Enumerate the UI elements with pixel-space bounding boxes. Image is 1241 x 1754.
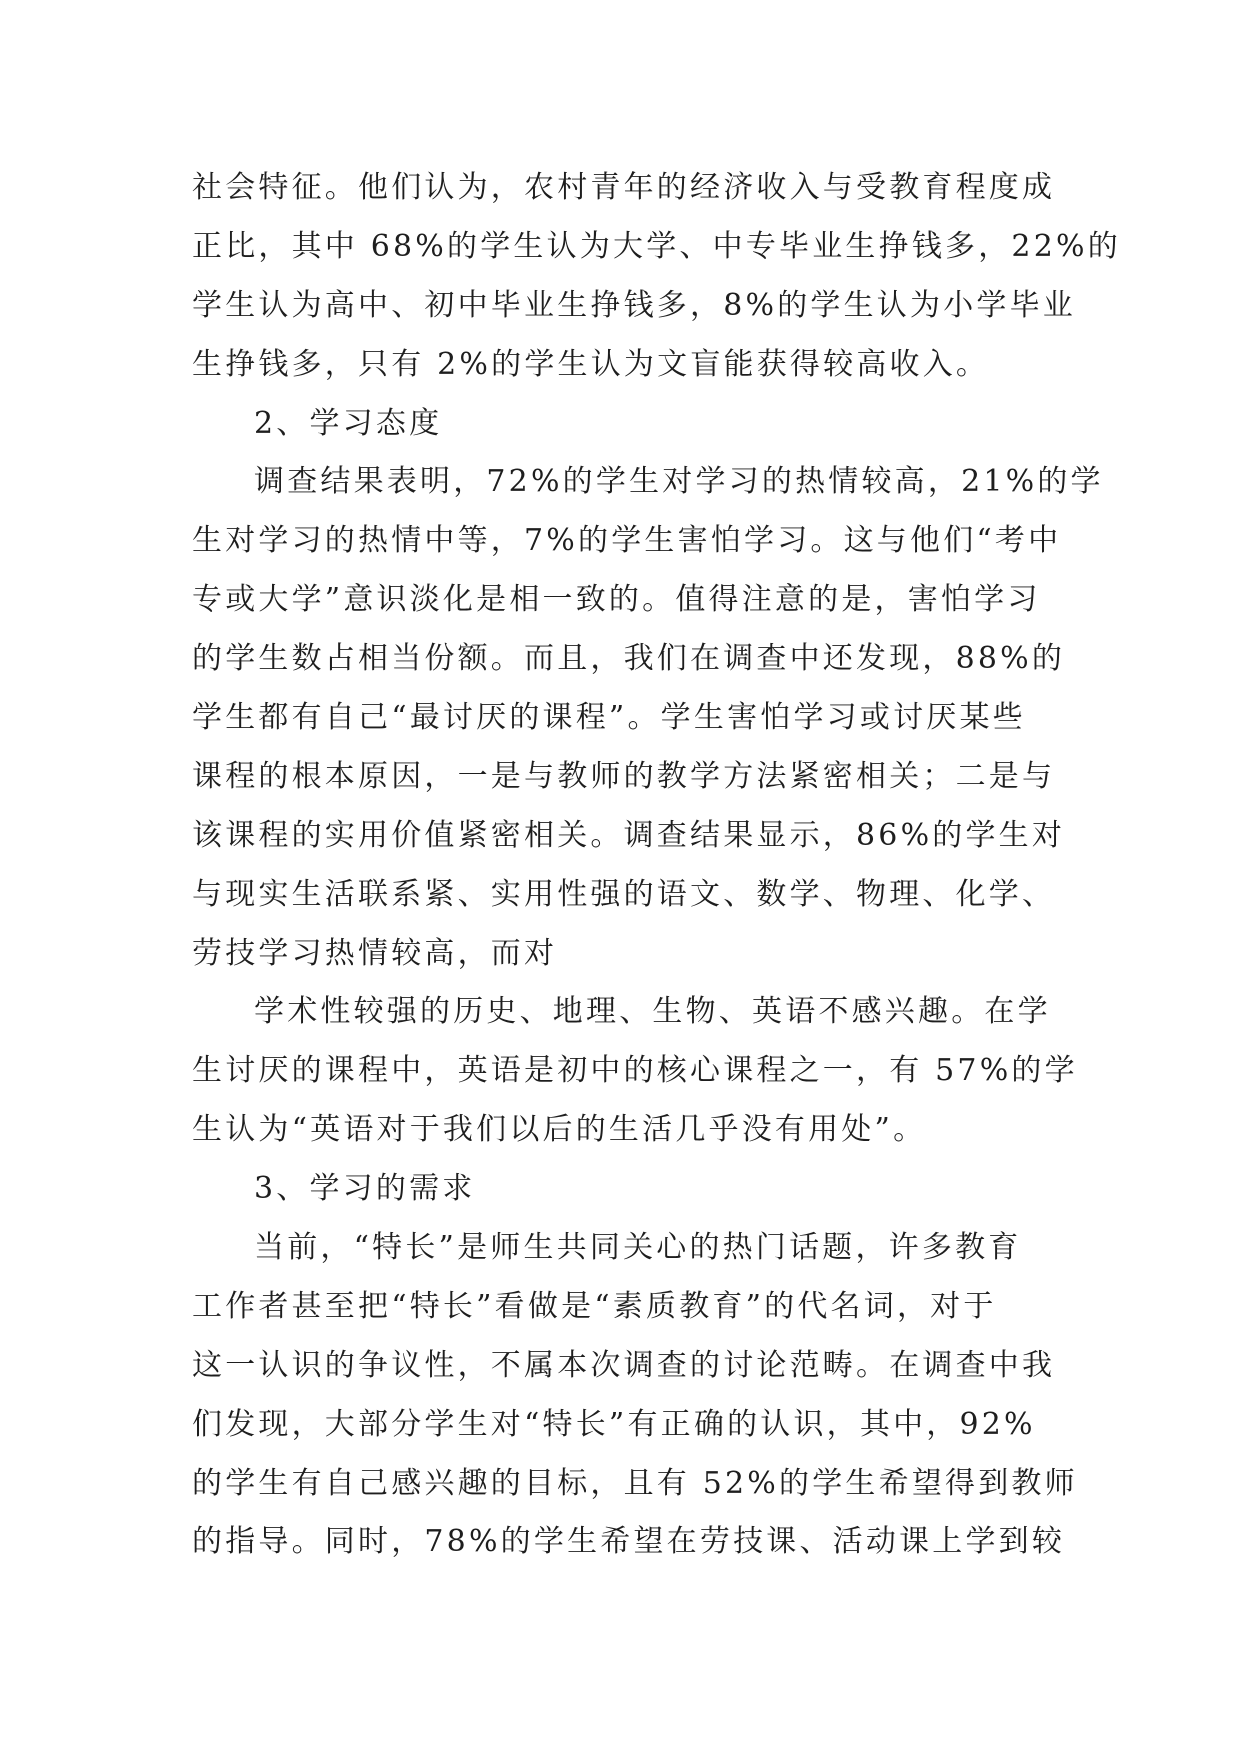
text-line: 该课程的实用价值紧密相关。调查结果显示，86%的学生对 [192, 817, 1066, 853]
text-line: 生认为“英语对于我们以后的生活几乎没有用处”。 [192, 1112, 927, 1148]
body-text [192, 159, 1121, 1572]
text-line: 调查结果表明，72%的学生对学习的热情较高，21%的学 [254, 464, 1104, 500]
text-line: 生对学习的热情中等，7%的学生害怕学习。这与他们“考中 [192, 523, 1062, 559]
text-line: 当前，“特长”是师生共同关心的热门话题，许多教育 [254, 1230, 1022, 1266]
text-line: 生挣钱多，只有 2%的学生认为文盲能获得较高收入。 [192, 346, 990, 382]
text-line: 正比，其中 68%的学生认为大学、中专毕业生挣钱多，22%的 [192, 228, 1121, 264]
text-line: 与现实生活联系紧、实用性强的语文、数学、物理、化学、 [192, 876, 1056, 912]
section-heading: 2、学习态度 [254, 405, 443, 441]
section-heading: 3、学习的需求 [254, 1171, 476, 1207]
text-line: 生讨厌的课程中，英语是初中的核心课程之一，有 57%的学 [192, 1053, 1078, 1089]
text-line: 们发现，大部分学生对“特长”有正确的认识，其中，92% [192, 1406, 1036, 1442]
text-line: 的指导。同时，78%的学生希望在劳技课、活动课上学到较 [192, 1524, 1066, 1560]
text-line: 学术性较强的历史、地理、生物、英语不感兴趣。在学 [254, 994, 1051, 1030]
text-line: 学生都有自己“最讨厌的课程”。学生害怕学习或讨厌某些 [192, 700, 1026, 736]
text-line: 的学生数占相当份额。而且，我们在调查中还发现，88%的 [192, 641, 1066, 677]
text-line: 课程的根本原因，一是与教师的教学方法紧密相关；二是与 [192, 758, 1056, 794]
text-line: 劳技学习热情较高，而对 [192, 935, 558, 971]
text-line: 这一认识的争议性，不属本次调查的讨论范畴。在调查中我 [192, 1347, 1056, 1383]
text-line: 工作者甚至把“特长”看做是“素质教育”的代名词，对于 [192, 1288, 997, 1324]
text-line: 专或大学”意识淡化是相一致的。值得注意的是，害怕学习 [192, 582, 1041, 618]
text-line: 社会特征。他们认为，农村青年的经济收入与受教育程度成 [192, 170, 1056, 205]
text-line: 的学生有自己感兴趣的目标，且有 52%的学生希望得到教师 [192, 1465, 1078, 1501]
text-line: 学生认为高中、初中毕业生挣钱多，8%的学生认为小学毕业 [192, 287, 1076, 323]
